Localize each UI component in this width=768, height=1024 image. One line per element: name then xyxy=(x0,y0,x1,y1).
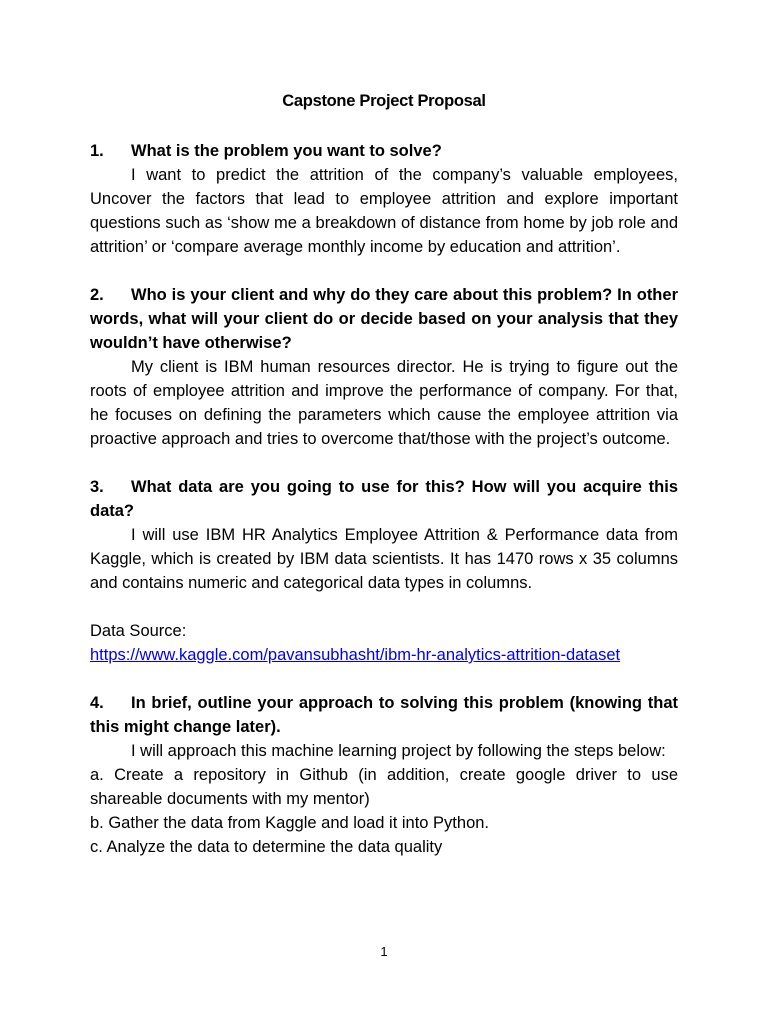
data-source-label: Data Source: xyxy=(90,622,187,640)
section-3-number: 3. xyxy=(90,478,104,496)
section-3-answer: I will use IBM HR Analytics Employee Attrition & Performance data from Kaggle, which is created by IBM data scientists. It has 1470 rows x 35 columns and contains numeric and categorical data types in columns. xyxy=(90,526,678,592)
section-2-answer: My client is IBM human resources director. He is trying to figure out the roots of employee attrition and improve the performance of company. For that, he focuses on defining the parameters which cause the employee attrition via proactive approach and tries to overcome that/those with the project’s outcome. xyxy=(90,358,678,448)
section-4-question-text: In brief, outline your approach to solving this problem (knowing that this might change later). xyxy=(90,694,678,736)
spacer xyxy=(90,667,678,691)
section-4-answer: I will approach this machine learning project by following the steps below: xyxy=(131,742,666,760)
section-3-question xyxy=(90,475,678,523)
section-4-question xyxy=(90,691,678,739)
section-3-question-text: What data are you going to use for this? How will you acquire this data? xyxy=(90,478,678,520)
section-2-question xyxy=(90,283,678,355)
spacer xyxy=(90,595,678,619)
section-2-question-text: Who is your client and why do they care about this problem? In other words, what will your client do or decide based on your analysis that they wouldn’t have otherwise? xyxy=(90,286,678,352)
section-2-number: 2. xyxy=(90,286,104,304)
step-a: a. Create a repository in Github (in addition, create google driver to use shareable documents with my mentor) xyxy=(90,766,678,808)
section-1-number: 1. xyxy=(90,142,104,160)
step-b: b. Gather the data from Kaggle and load it into Python. xyxy=(90,814,490,832)
document-body xyxy=(90,139,678,859)
section-1-question xyxy=(90,139,678,163)
spacer xyxy=(90,451,678,475)
section-4-number: 4. xyxy=(90,694,104,712)
step-c: c. Analyze the data to determine the data quality xyxy=(90,838,443,856)
document-title: Capstone Project Proposal xyxy=(282,92,486,110)
section-1-answer: I want to predict the attrition of the company’s valuable employees, Uncover the factors that lead to employee attrition and explore important questions such as ‘show me a breakdown of distance from home by job role and attrition’ or ‘compare average monthly income by education and attrition’. xyxy=(90,166,678,256)
section-1-question-text: What is the problem you want to solve? xyxy=(131,142,442,160)
spacer xyxy=(90,259,678,283)
data-source-link[interactable]: https://www.kaggle.com/pavansubhasht/ibm-hr-analytics-attrition-dataset xyxy=(90,646,621,664)
page-number: 1 xyxy=(380,944,388,959)
